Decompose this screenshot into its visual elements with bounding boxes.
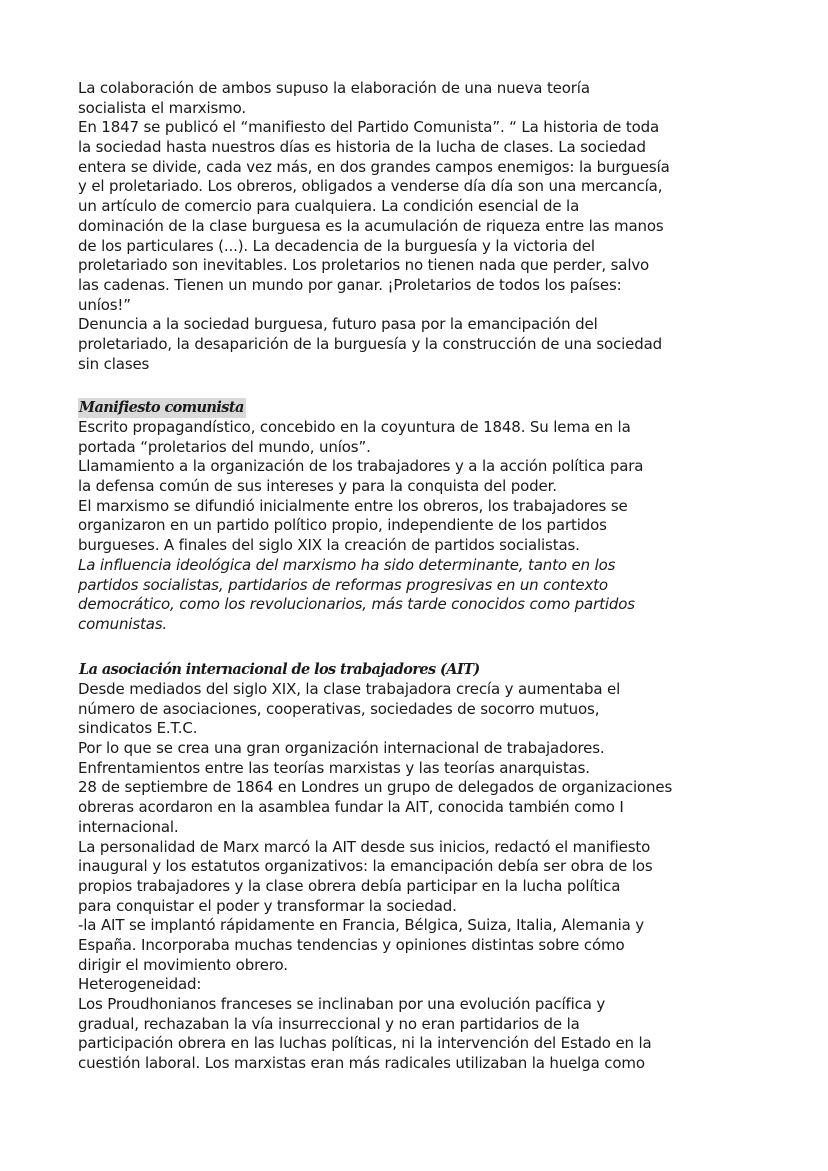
text-line: 28 de septiembre de 1864 en Londres un grupo de delegados de organizaciones <box>78 778 673 797</box>
ait-section <box>78 659 768 1074</box>
text-line: número de asociaciones, cooperativas, sociedades de socorro mutuos, <box>78 699 600 718</box>
text-line: internacional. <box>78 817 179 836</box>
text-line: sindicatos E.T.C. <box>78 719 198 738</box>
text-line: inaugural y los estatutos organizativos: la emancipación debía ser obra de los <box>78 857 653 876</box>
text-line: sin clases <box>78 354 150 373</box>
text-line: un artículo de comercio para cualquiera. La condición esencial de la <box>78 197 580 216</box>
text-line: España. Incorporaba muchas tendencias y opiniones distintas sobre cómo <box>78 935 625 954</box>
text-line: uníos!” <box>78 295 131 314</box>
text-line: proletariado, la desaparición de la burguesía y la construcción de una sociedad <box>78 334 663 353</box>
text-line: dirigir el movimiento obrero. <box>78 955 288 974</box>
text-line: la sociedad hasta nuestros días es historia de la lucha de clases. La sociedad <box>78 138 646 157</box>
text-line: gradual, rechazaban la vía insurreccional y no eran partidarios de la <box>78 1014 580 1033</box>
text-line: propios trabajadores y la clase obrera debía participar en la lucha política <box>78 876 621 895</box>
text-line: y el proletariado. Los obreros, obligados a venderse día día son una mercancía, <box>78 177 663 196</box>
text-line: La personalidad de Marx marcó la AIT desde sus inicios, redactó el manifiesto <box>78 837 651 856</box>
section-heading: La asociación internacional de los trabajadores (AIT) <box>79 661 480 678</box>
text-line: participación obrera en las luchas políticas, ni la intervención del Estado en la <box>78 1034 652 1053</box>
text-line: En 1847 se publicó el “manifiesto del Partido Comunista”. “ La historia de toda <box>78 118 660 137</box>
text-line: burgueses. A finales del siglo XIX la creación de partidos socialistas. <box>78 536 580 555</box>
text-line: comunistas. <box>78 614 168 633</box>
text-line: Heterogeneidad: <box>78 975 202 994</box>
text-line: la defensa común de sus intereses y para la conquista del poder. <box>78 477 557 496</box>
text-line: para conquistar el poder y transformar la sociedad. <box>78 896 457 915</box>
text-line: organizaron en un partido político propio, independiente de los partidos <box>78 516 607 535</box>
text-line: obreras acordaron en la asamblea fundar la AIT, conocida también como I <box>78 798 624 817</box>
text-line: Los Proudhonianos franceses se inclinaban por una evolución pacífica y <box>78 995 606 1013</box>
text-line: cuestión laboral. Los marxistas eran más radicales utilizaban la huelga como <box>78 1054 645 1073</box>
text-line: democrático, como los revolucionarios, más tarde conocidos como partidos <box>78 595 635 614</box>
text-line: portada “proletarios del mundo, uníos”. <box>78 437 371 456</box>
intro-section <box>78 79 768 374</box>
text-line: las cadenas. Tienen un mundo por ganar. ¡Proletarios de todos los países: <box>78 275 622 294</box>
text-line: El marxismo se difundió inicialmente entre los obreros, los trabajadores se <box>78 496 628 515</box>
text-line: La colaboración de ambos supuso la elaboración de una nueva teoría <box>78 79 590 97</box>
text-line: proletariado son inevitables. Los proletarios no tienen nada que perder, salvo <box>78 256 650 275</box>
text-line: Denuncia a la sociedad burguesa, futuro pasa por la emancipación del <box>78 315 598 334</box>
text-line: Desde mediados del siglo XIX, la clase trabajadora crecía y aumentaba el <box>78 680 621 698</box>
text-line: partidos socialistas, partidarios de reformas progresivas en un contexto <box>78 575 608 594</box>
text-line: La influencia ideológica del marxismo ha sido determinante, tanto en los <box>78 555 616 574</box>
text-line: entera se divide, cada vez más, en dos grandes campos enemigos: la burguesía <box>78 157 670 176</box>
text-line: dominación de la clase burguesa es la acumulación de riqueza entre las manos <box>78 216 664 235</box>
text-line: Enfrentamientos entre las teorías marxistas y las teorías anarquistas. <box>78 758 590 777</box>
text-line: Por lo que se crea una gran organización internacional de trabajadores. <box>78 739 605 758</box>
text-line: socialista el marxismo. <box>78 98 247 117</box>
manifiesto-section <box>78 397 768 635</box>
section-heading: Manifiesto comunista <box>79 399 244 416</box>
text-line: Escrito propagandístico, concebido en la coyuntura de 1848. Su lema en la <box>78 418 631 436</box>
text-line: Llamamiento a la organización de los trabajadores y a la acción política para <box>78 457 644 476</box>
text-line: de los particulares (...). La decadencia de la burguesía y la victoria del <box>78 236 595 255</box>
text-line: -la AIT se implantó rápidamente en Francia, Bélgica, Suiza, Italia, Alemania y <box>78 916 644 935</box>
